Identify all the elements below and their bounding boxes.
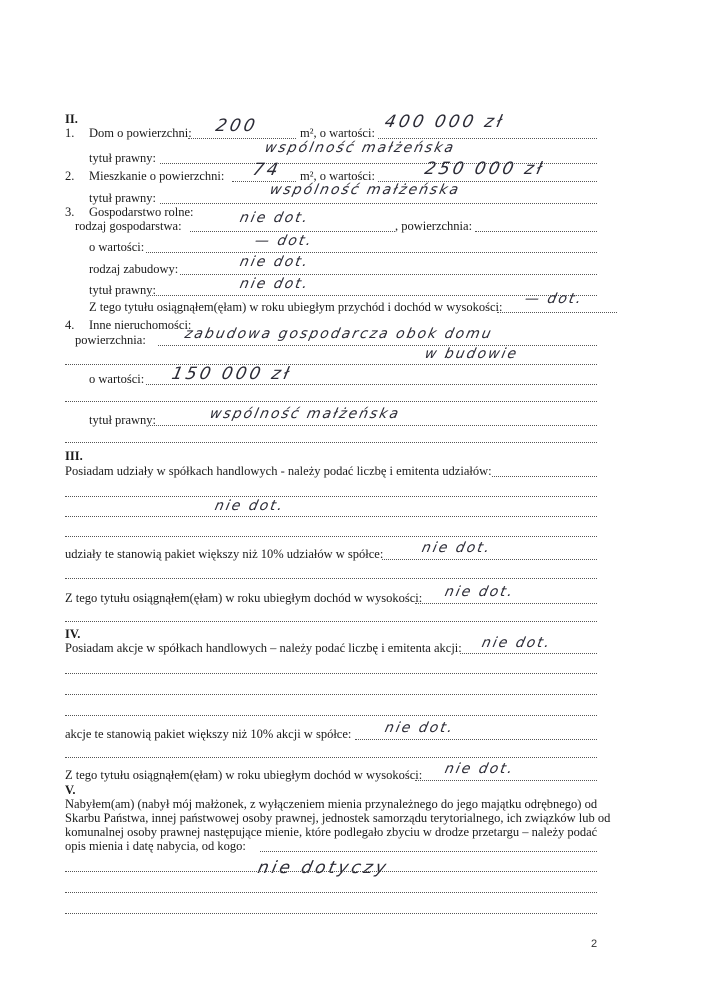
flat-value-label: m², o wartości: (300, 169, 375, 183)
flat-area-label: Mieszkanie o powierzchni: (89, 169, 225, 183)
stocks-package-label: akcje te stanowią pakiet większy niż 10% akcji w spółce: (65, 727, 352, 741)
house-value-dots (378, 138, 597, 139)
stocks-income-value: nie dot. (443, 761, 516, 777)
section-iii-heading: III. (65, 449, 83, 463)
stocks-dots-2 (65, 673, 597, 674)
section-v-heading: V. (65, 783, 76, 797)
stocks-income-label: Z tego tytułu osiągnąłem(ęłam) w roku ubiegłym dochód w wysokości: (65, 768, 423, 782)
farm-type-dots (190, 231, 395, 232)
shares-package-value: nie dot. (420, 540, 493, 556)
shares-dots-3 (65, 516, 597, 517)
farm-value-dots (146, 252, 597, 253)
item-3-number: 3. (65, 205, 75, 219)
farm-title-label: tytuł prawny: (89, 283, 157, 297)
acquisition-dots-4 (65, 913, 597, 914)
shares-question: Posiadam udziały w spółkach handlowych - należy podać liczbę i emitenta udziałów: (65, 464, 492, 478)
stocks-income-dots (415, 780, 597, 781)
other-area-line2: w budowie (423, 346, 520, 362)
other-area-label: powierzchnia: (75, 333, 146, 347)
acquisition-dots-3 (65, 892, 597, 893)
farm-income-dots (497, 312, 617, 313)
shares-package-dots-2 (65, 578, 597, 579)
shares-dots-2 (65, 496, 597, 497)
house-title: wspólność małżeńska (263, 140, 457, 156)
shares-package-dots (382, 559, 597, 560)
other-title-dots (150, 425, 597, 426)
other-area-dots-2 (65, 364, 597, 365)
shares-income-dots (415, 603, 597, 604)
farm-area-dots (475, 231, 597, 232)
stocks-package-value: nie dot. (383, 720, 456, 736)
other-area-line1: zabudowa gospodarcza obok domu (183, 326, 495, 342)
other-value: 150 000 zł (169, 364, 294, 384)
other-title-label: tytuł prawny: (89, 413, 157, 427)
other-value-dots-2 (65, 401, 597, 402)
section-ii-heading: II. (65, 112, 78, 126)
stocks-question: Posiadam akcje w spółkach handlowych – należy podać liczbę i emitenta akcji: (65, 641, 462, 655)
flat-title-dots (160, 203, 597, 204)
acquisition-text-1: Nabyłem(am) (nabył mój małżonek, z wyłączeniem mienia przynależnego do jego majątku odrębnego) od (65, 797, 598, 811)
farm-income-value: — dot. (523, 291, 585, 307)
acquisition-dots-2 (65, 871, 597, 872)
shares-answer: nie dot. (213, 498, 286, 514)
house-title-label: tytuł prawny: (89, 151, 157, 165)
other-property-label: Inne nieruchomości: (89, 318, 192, 332)
shares-income-dots-2 (65, 621, 597, 622)
farm-label: Gospodarstwo rolne: (89, 205, 194, 219)
shares-income-label: Z tego tytułu osiągnąłem(ęłam) w roku ubiegłym dochód w wysokości: (65, 591, 423, 605)
farm-type-label: rodzaj gospodarstwa: (75, 219, 182, 233)
stocks-dots (460, 653, 597, 654)
farm-value-label: o wartości: (89, 240, 145, 254)
other-value-label: o wartości: (89, 372, 145, 386)
shares-dots (492, 476, 597, 477)
shares-package-label: udziały te stanowią pakiet większy niż 10% udziałów w spółce: (65, 547, 384, 561)
house-value-label: m², o wartości: (300, 126, 375, 140)
flat-title: wspólność małżeńska (268, 182, 462, 198)
shares-dots-4 (65, 536, 597, 537)
stocks-dots-4 (65, 715, 597, 716)
stocks-package-dots (355, 739, 597, 740)
house-area-label: Dom o powierzchni: (89, 126, 192, 140)
item-1-number: 1. (65, 126, 75, 140)
flat-area-value: 74 (250, 160, 283, 180)
acquisition-text-4: opis mienia i datę nabycia, od kogo: (65, 839, 246, 853)
shares-income-value: nie dot. (443, 584, 516, 600)
farm-income-label: Z tego tytułu osiągnąłem(ęłam) w roku ubiegłym przychód i dochód w wysokości: (89, 300, 503, 314)
farm-area-label: , powierzchnia: (395, 219, 473, 233)
farm-buildings-dots (180, 274, 597, 275)
house-area-dots (188, 138, 296, 139)
other-area-dots (158, 345, 597, 346)
stocks-package-dots-2 (65, 757, 597, 758)
farm-buildings-value: nie dot. (238, 254, 311, 270)
farm-buildings-label: rodzaj zabudowy: (89, 262, 179, 276)
item-2-number: 2. (65, 169, 75, 183)
acquisition-text-3: komunalnej osoby prawnej następujące mienie, które podlegało zbyciu w drodze przetargu – należy podać (65, 825, 598, 839)
other-title-dots-2 (65, 442, 597, 443)
farm-title-value: nie dot. (238, 276, 311, 292)
farm-value: — dot. (253, 233, 315, 249)
house-value: 400 000 zł (382, 112, 507, 132)
item-4-number: 4. (65, 318, 75, 332)
flat-title-label: tytuł prawny: (89, 191, 157, 205)
acquisition-answer: nie dotyczy (255, 858, 391, 878)
farm-type-value: nie dot. (238, 210, 311, 226)
flat-value: 250 000 zł (422, 159, 547, 179)
stocks-dots-3 (65, 694, 597, 695)
house-area-value: 200 (213, 116, 260, 136)
acquisition-dots (260, 851, 597, 852)
other-title-value: wspólność małżeńska (208, 406, 402, 422)
acquisition-text-2: Skarbu Państwa, innej państwowej osoby prawnej, jednostek samorządu terytorialnego, ich związków lub od (65, 811, 611, 825)
stocks-answer: nie dot. (480, 635, 553, 651)
section-iv-heading: IV. (65, 627, 81, 641)
page-number: 2 (591, 938, 598, 950)
other-value-dots (146, 384, 597, 385)
